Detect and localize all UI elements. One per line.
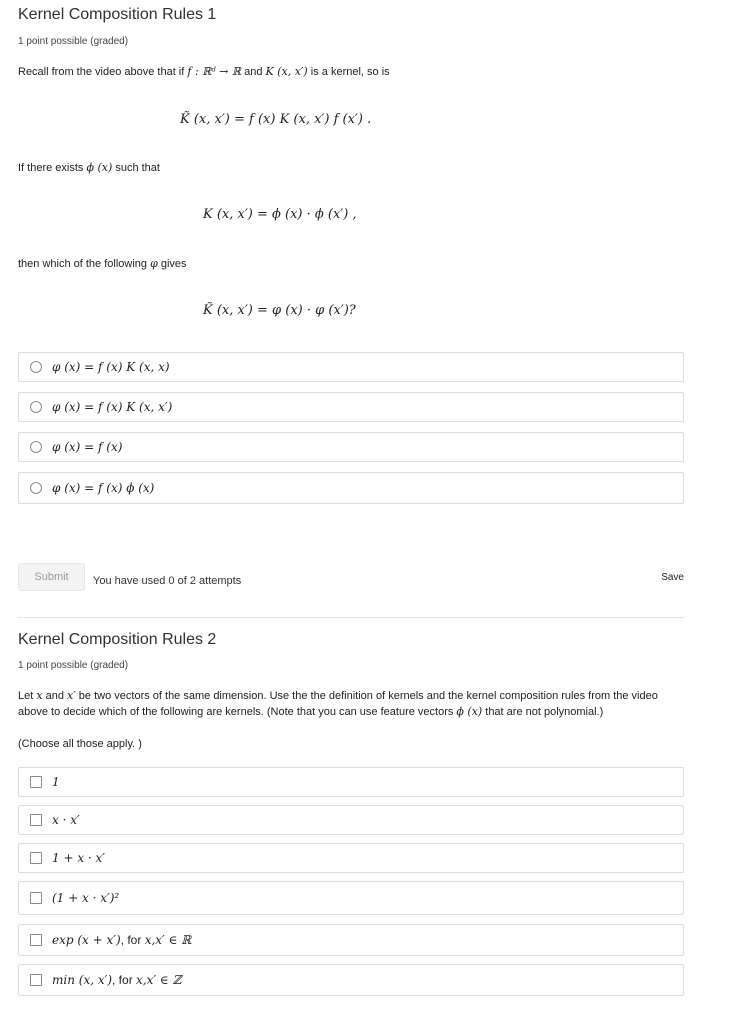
option-label: min (x, x′), for x,x′ ∈ ℤ	[52, 973, 182, 987]
section-divider	[18, 617, 684, 618]
equation-k-phi: K (x, x′) = ϕ (x) · ϕ (x′) ,	[203, 207, 357, 222]
checkbox-option-2[interactable]	[18, 805, 684, 835]
option-label: φ (x) = f (x) K (x, x)	[52, 360, 170, 374]
option-label: x · x′	[52, 813, 80, 827]
checkbox[interactable]	[30, 892, 42, 904]
problem2-prompt: Let x and x′ be two vectors of the same dimension. Use the the definition of kernels and the kernel composition rules from the video above to decide which of the following are kernels. (Note that you can use feature vectors ϕ (x) that are not polynomial.)	[18, 689, 658, 718]
problem1-title: Kernel Composition Rules 1	[18, 6, 217, 23]
attempts-counter: You have used 0 of 2 attempts	[93, 575, 242, 587]
problem2-title: Kernel Composition Rules 2	[18, 631, 217, 648]
problem1-which-text: then which of the following φ gives	[18, 257, 187, 270]
submit-button[interactable]: Submit	[18, 563, 85, 591]
option-label: (1 + x · x′)²	[52, 891, 120, 905]
option-label: 1	[52, 775, 60, 789]
option-label: φ (x) = f (x) ϕ (x)	[52, 481, 155, 495]
checkbox-option-4[interactable]	[18, 881, 684, 915]
option-label: 1 + x · x′	[52, 851, 106, 865]
checkbox-option-3[interactable]	[18, 843, 684, 873]
checkbox[interactable]	[30, 974, 42, 986]
problem2-instruction: (Choose all those apply. )	[18, 738, 142, 750]
checkbox-option-1[interactable]	[18, 767, 684, 797]
problem1-points: 1 point possible (graded)	[18, 36, 129, 47]
checkbox[interactable]	[30, 852, 42, 864]
checkbox[interactable]	[30, 934, 42, 946]
save-button[interactable]: Save	[661, 572, 684, 583]
radio-button[interactable]	[30, 482, 42, 494]
radio-option-2[interactable]	[18, 392, 684, 422]
equation-ktilde-varphi: K̃ (x, x′) = φ (x) · φ (x′)?	[203, 303, 356, 318]
radio-button[interactable]	[30, 401, 42, 413]
problem2-points: 1 point possible (graded)	[18, 660, 129, 671]
problem1-intro: Recall from the video above that if f : ℝᵈ → ℝ and K (x, x′) is a kernel, so is	[18, 65, 390, 78]
radio-option-1[interactable]	[18, 352, 684, 382]
radio-button[interactable]	[30, 361, 42, 373]
checkbox[interactable]	[30, 814, 42, 826]
radio-button[interactable]	[30, 441, 42, 453]
checkbox-option-6[interactable]	[18, 964, 684, 996]
option-label: φ (x) = f (x)	[52, 440, 123, 454]
radio-option-3[interactable]	[18, 432, 684, 462]
radio-option-4[interactable]	[18, 472, 684, 504]
equation-ktilde-f: K̃ (x, x′) = f (x) K (x, x′) f (x′) .	[180, 112, 372, 127]
option-label: exp (x + x′), for x,x′ ∈ ℝ	[52, 933, 192, 947]
checkbox-option-5[interactable]	[18, 924, 684, 956]
option-label: φ (x) = f (x) K (x, x′)	[52, 400, 173, 414]
checkbox[interactable]	[30, 776, 42, 788]
problem1-phi-text: If there exists ϕ (x) such that	[18, 161, 160, 174]
